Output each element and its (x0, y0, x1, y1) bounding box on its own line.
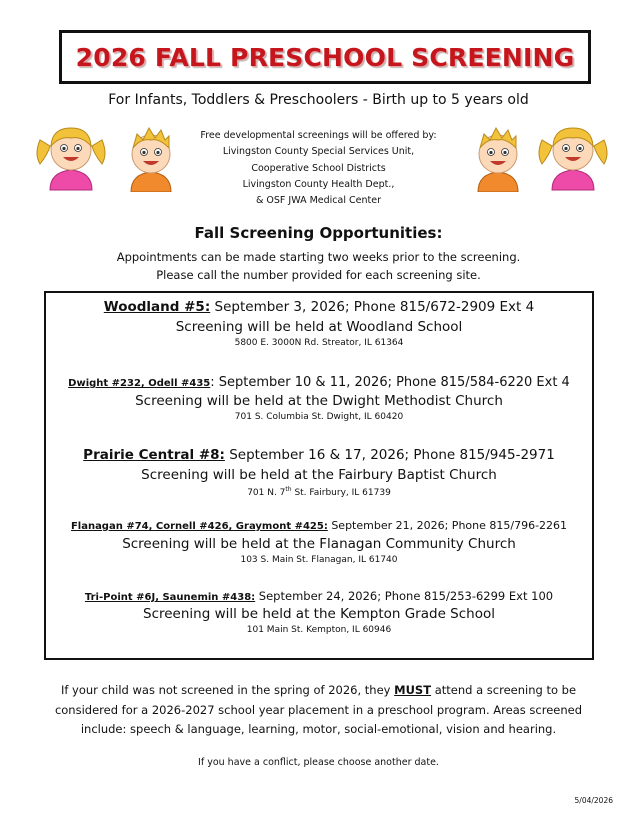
screening-site (46, 299, 592, 348)
boy-icon (470, 124, 526, 192)
site-address-part: 701 N. 7 (247, 488, 286, 498)
site-venue: Screening will be held at Woodland School (175, 319, 463, 335)
provider-item: Livingston County Special Services Unit, (222, 146, 415, 158)
page-title: 2026 FALL PRESCHOOL SCREENING (75, 42, 575, 72)
site-name: Dwight #232, Odell #435 (68, 378, 211, 389)
site-address-part: St. Fairbury, IL 61739 (291, 488, 391, 498)
date-stamp: 5/04/2026 (574, 796, 613, 805)
site-venue: Screening will be held at the Flanagan Community Church (122, 536, 516, 552)
appointment-instructions (0, 248, 637, 284)
site-name: Tri-Point #6J, Saunemin #438: (84, 592, 256, 603)
boy-icon (123, 124, 179, 192)
providers-list (180, 128, 457, 209)
subtitle: For Infants, Toddlers & Preschoolers - Birth up to 5 years old (108, 92, 529, 108)
site-name: Prairie Central #8: (83, 447, 225, 463)
screening-site (46, 447, 592, 498)
provider-item: Livingston County Health Dept., (242, 178, 395, 190)
eligibility-notice (40, 681, 597, 740)
site-address: 103 S. Main St. Flanagan, IL 61740 (240, 555, 398, 565)
providers-intro: Free developmental screenings will be offered by: (200, 130, 437, 141)
site-name: Woodland #5: (103, 299, 211, 315)
site-venue: Screening will be held at the Dwight Methodist Church (135, 393, 503, 409)
girl-with-pigtails-icon (538, 120, 608, 192)
screening-site (46, 375, 592, 422)
site-details: September 24, 2026; Phone 815/253-6299 Ext 100 (255, 589, 554, 603)
site-address: 5800 E. 3000N Rd. Streator, IL 61364 (234, 338, 404, 348)
appointment-line: Appointments can be made starting two weeks prior to the screening. (116, 250, 521, 264)
title-box (59, 30, 591, 84)
site-address: 701 S. Columbia St. Dwight, IL 60420 (234, 412, 404, 422)
section-heading: Fall Screening Opportunities: (194, 224, 443, 242)
notice-text: If your child was not screened in the spring of 2026, they (60, 683, 395, 697)
site-address: 101 Main St. Kempton, IL 60946 (246, 625, 392, 635)
conflict-note: If you have a conflict, please choose another date. (198, 757, 439, 768)
appointment-line: Please call the number provided for each screening site. (156, 268, 481, 282)
screening-site (46, 589, 592, 635)
site-address (46, 486, 592, 498)
notice-emphasis: MUST (394, 683, 432, 697)
site-name: Flanagan #74, Cornell #426, Graymont #425: (70, 521, 328, 532)
site-details: September 16 & 17, 2026; Phone 815/945-2971 (224, 447, 555, 463)
site-details: September 3, 2026; Phone 815/672-2909 Ext 4 (210, 299, 535, 315)
site-venue: Screening will be held at the Fairbury Baptist Church (141, 467, 497, 483)
provider-item: & OSF JWA Medical Center (255, 195, 381, 207)
site-address-superscript: th (285, 486, 292, 493)
screening-sites-box (44, 291, 594, 660)
notice-text: attend a screening to be considered for a 2026-2027 school year placement in a preschool program. Areas screened include: speech & language, learning, motor, social-emotional, vision and hearing. (54, 683, 583, 736)
girl-with-pigtails-icon (36, 120, 106, 192)
site-details: : September 10 & 11, 2026; Phone 815/584-6220 Ext 4 (210, 375, 570, 390)
site-venue: Screening will be held at the Kempton Grade School (143, 606, 495, 622)
site-details: September 21, 2026; Phone 815/796-2261 (327, 519, 568, 532)
provider-item: Cooperative School Districts (251, 162, 386, 174)
screening-site (46, 519, 592, 565)
